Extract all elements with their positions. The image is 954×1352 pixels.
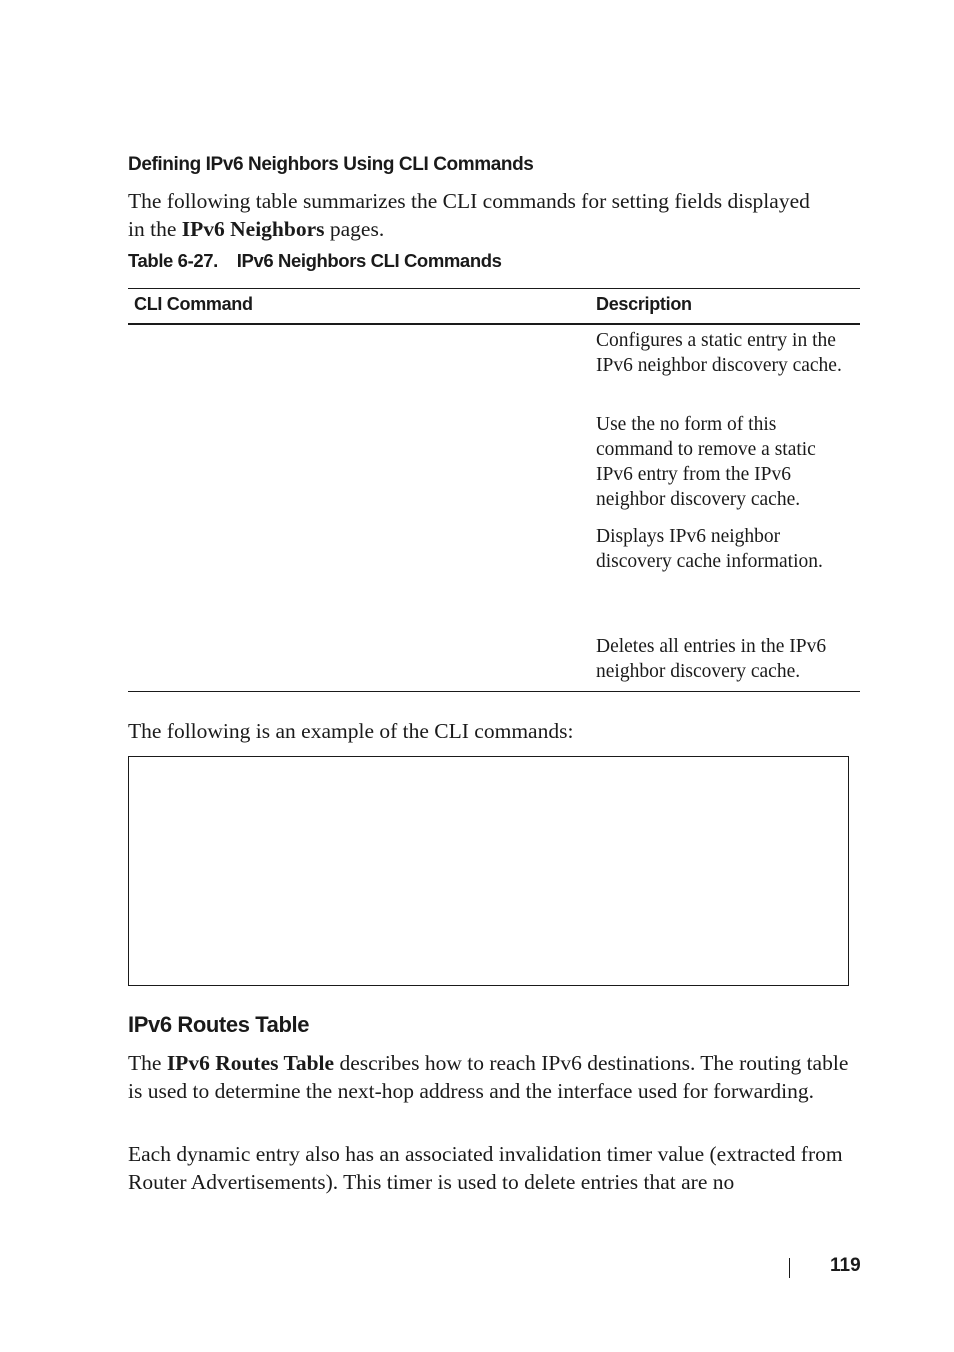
table-top-rule [128,288,860,289]
routes-p1-bold: IPv6 Routes Table [166,1051,335,1075]
intro-paragraph [128,188,828,243]
table-header-rule [128,323,860,325]
table-row: Deletes all entries in the IPv6 neighbor discovery cache. [596,636,827,682]
section-heading: Defining IPv6 Neighbors Using CLI Commands [128,154,534,175]
routes-paragraph-1 [128,1050,858,1105]
table-row: Displays IPv6 neighbor discovery cache information. [596,526,823,572]
intro-text-after: pages. [324,216,385,241]
routes-p1-before: The [128,1051,167,1075]
footer-divider [789,1258,790,1278]
code-example-box [128,756,849,986]
intro-text-before: The following table summarizes the CLI commands for setting fields displayed in the [128,189,810,241]
routes-p1-after: describes how to reach IPv6 destinations. The routing table is used to determine the next-hop address and the interface used for forwarding. [128,1051,849,1103]
routes-paragraph-2: Each dynamic entry also has an associated invalidation timer value (extracted from Router Advertisements). This timer is used to delete entries that are no [128,1142,843,1194]
example-intro: The following is an example of the CLI commands: [128,719,574,743]
page-number: 119 [830,1255,861,1276]
routes-heading: IPv6 Routes Table [128,1012,310,1037]
table-caption: Table 6-27. IPv6 Neighbors CLI Commands [128,250,502,271]
intro-text-bold: IPv6 Neighbors [181,216,325,241]
table-bottom-rule [128,691,860,692]
table-row: Configures a static entry in the IPv6 neighbor discovery cache. [596,330,842,376]
column-header-description: Description [596,294,692,314]
column-header-cli-command: CLI Command [134,294,253,314]
table-row: Use the no form of this command to remove a static IPv6 entry from the IPv6 neighbor discovery cache. [596,414,816,510]
